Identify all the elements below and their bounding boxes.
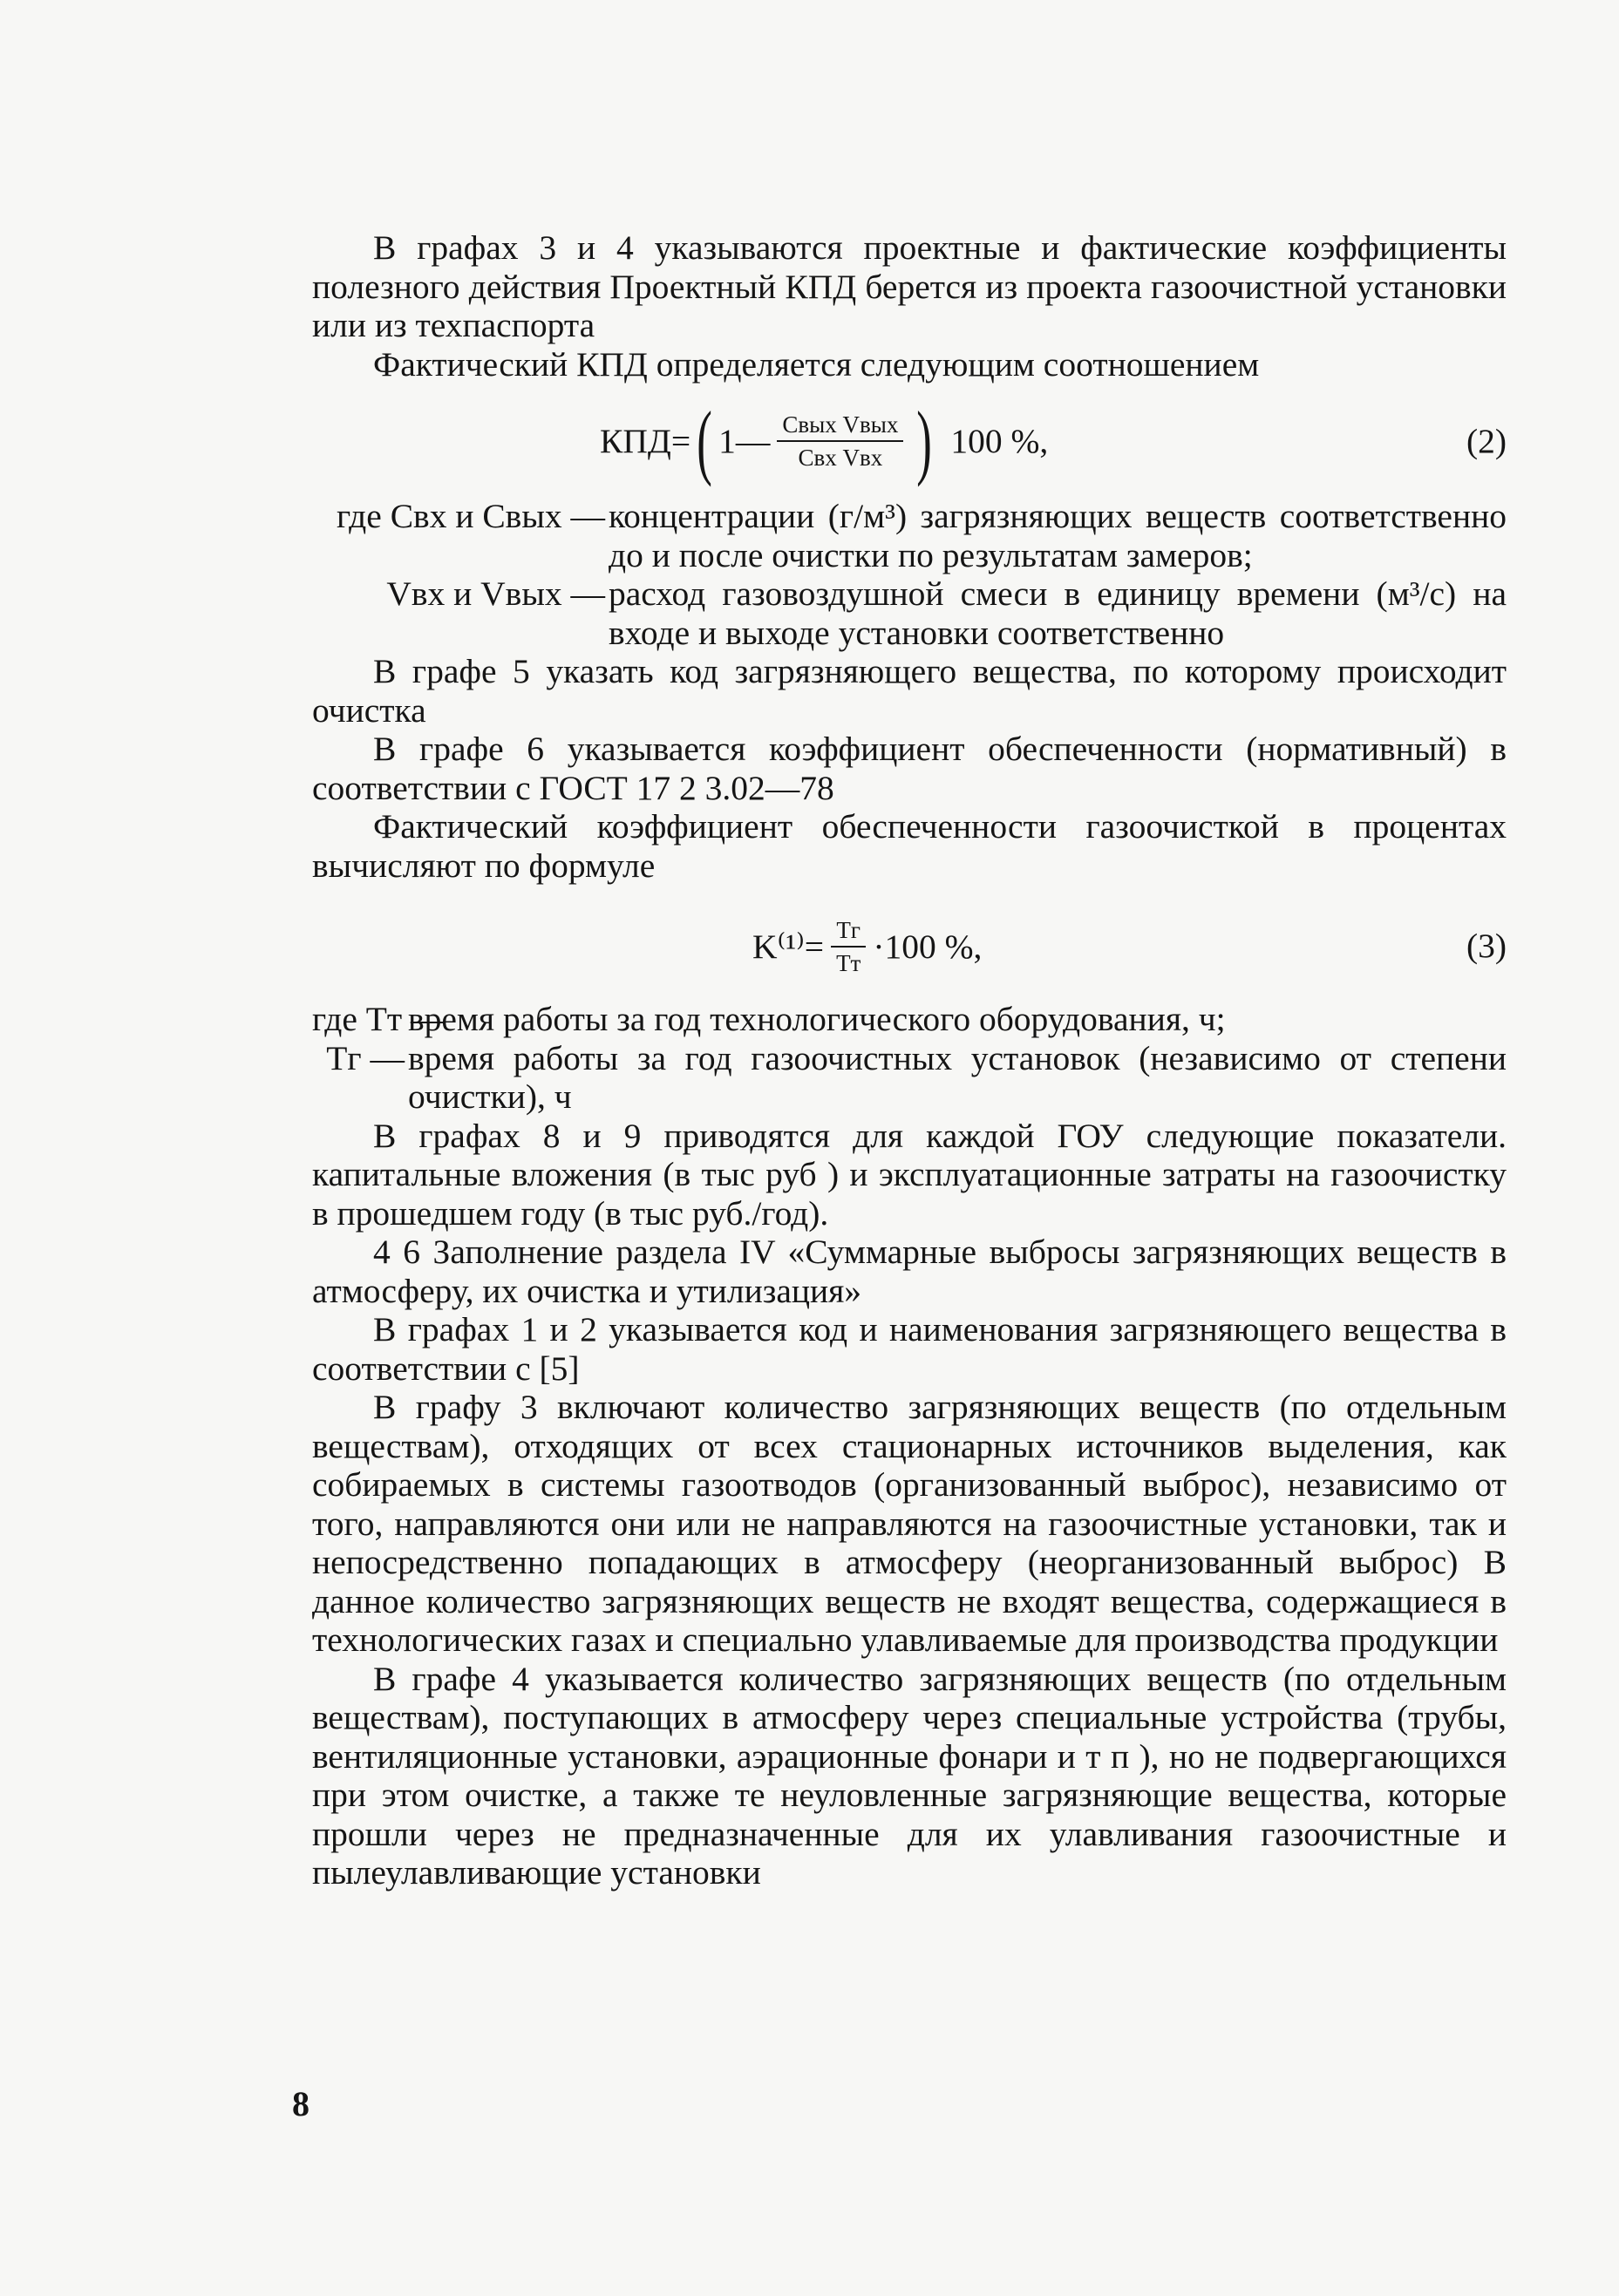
- formula-3-tail: ·100 %,: [873, 927, 983, 966]
- legend-definition: концентрации (г/м³) загрязняющих веществ соответственно до и после очистки по результатам замеров;: [609, 497, 1507, 574]
- paragraph: В графе 4 указывается количество загрязняющих веществ (по отдельным веществам), поступающих в атмосферу через специальные устройства (трубы, вентиляционные установки, аэрационные фонари и т п ), но не подвергающихся при этом очистке, а также те неуловленные загрязняющие вещества, которые прошли через не предназначенные для их улавливания газоочистные и пылеулавливающие установки: [312, 1659, 1507, 1892]
- formula-3-numerator: Tг: [831, 916, 866, 948]
- formula-3-fraction: [831, 916, 866, 977]
- formula-3-number: (3): [1466, 927, 1507, 965]
- formula-2-numerator: Cвых Vвых: [777, 411, 903, 442]
- paragraph: Фактический КПД определяется следующим соотношением: [373, 344, 1260, 384]
- paragraph: В графу 3 включают количество загрязняющих веществ (по отдельным веществам), отходящих от всех стационарных источников выделения, как собираемых в системы газоотводов (организованный выброс), независимо от того, направляются они или не направляются на газоочистные установки, так и непосредственно попадающих в атмосферу (неорганизованный выброс) В данное количество загрязняющих веществ не входят вещества, содержащиеся в технологических газах и специально улавливаемые для производства продукции: [312, 1388, 1507, 1659]
- formula-3-lhs: K⁽¹⁾=: [752, 927, 825, 966]
- formula-2-number: (2): [1466, 422, 1507, 460]
- formula-3-expression: [752, 899, 982, 995]
- paragraph: В графе 5 указать код загрязняющего вещества, по которому происходит очистка: [312, 652, 1507, 730]
- formula-3: [312, 899, 1507, 995]
- paragraph: В графах 8 и 9 приводятся для каждой ГОУ следующие показатели. капитальные вложения (в тыс руб ) и эксплуатационные затраты на газоочистку в прошедшем году (в тыс руб./год).: [312, 1116, 1507, 1233]
- right-paren: ): [916, 394, 933, 487]
- paragraph: Фактический коэффициент обеспеченности газоочисткой в процентах вычисляют по формуле: [312, 807, 1507, 885]
- section-heading: 4 6 Заполнение раздела IV «Суммарные выбросы загрязняющих веществ в атмосферу, их очистка и утилизация»: [312, 1233, 1507, 1310]
- legend-term: где Tт —: [312, 1000, 446, 1038]
- paragraph: В графе 6 указывается коэффициент обеспеченности (нормативный) в соответствии с ГОСТ 17 2 3.02—78: [312, 730, 1507, 807]
- legend-term: где Cвх и Cвых —: [336, 497, 605, 535]
- formula-2-one-minus: 1—: [718, 421, 771, 460]
- legend-definition: расход газовоздушной смеси в единицу времени (м³/с) на входе и выходе установки соответственно: [609, 574, 1507, 652]
- formula-2-fraction: [777, 411, 903, 472]
- formula-2-legend: [312, 497, 1507, 652]
- formula-3-legend: [312, 1000, 1507, 1117]
- legend-definition: время работы за год технологического оборудования, ч;: [408, 1000, 1226, 1038]
- formula-3-denominator: Tт: [836, 950, 861, 976]
- formula-2-denominator: Cвх Vвх: [798, 445, 883, 471]
- formula-2-lhs: КПД=: [600, 421, 691, 460]
- legend-definition: время работы за год газоочистных установок (независимо от степени очистки), ч: [408, 1038, 1507, 1116]
- page-number: 8: [292, 2084, 310, 2123]
- legend-term: Tг —: [326, 1038, 405, 1077]
- legend-term: Vвх и Vвых —: [386, 574, 605, 613]
- formula-2-expression: [600, 389, 1048, 493]
- paragraph: В графах 1 и 2 указывается код и наименования загрязняющего вещества в соответствии с [5]: [312, 1310, 1507, 1388]
- formula-2-tail: 100 %,: [950, 421, 1049, 460]
- page-body: [312, 228, 1507, 1892]
- paragraph: В графах 3 и 4 указываются проектные и фактические коэффициенты полезного действия Проектный КПД берется из проекта газоочистной установки или из техпаспорта: [312, 228, 1507, 344]
- formula-2: [312, 389, 1507, 493]
- left-paren: (: [697, 394, 712, 487]
